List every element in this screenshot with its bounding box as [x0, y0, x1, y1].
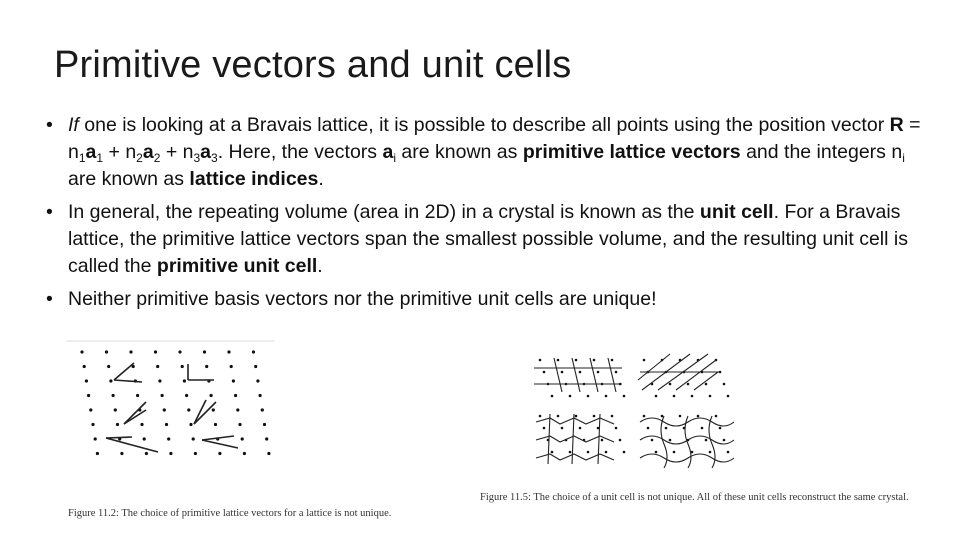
lattice-point [569, 395, 572, 398]
subscript: i [902, 151, 905, 165]
lattice-point [214, 423, 217, 426]
lattice-point [709, 451, 712, 454]
lattice-point [116, 423, 119, 426]
lattice-point [665, 427, 668, 430]
lattice-point [691, 395, 694, 398]
bullet-marker: • [46, 114, 53, 136]
cell-line [554, 358, 562, 392]
lattice-point [679, 415, 682, 418]
bold-text: R [889, 114, 904, 136]
lattice-point [140, 423, 143, 426]
lattice-point [723, 439, 726, 442]
lattice-point [655, 395, 658, 398]
text-run: are known as [395, 141, 523, 163]
lattice-point [163, 408, 166, 411]
lattice-point [623, 395, 626, 398]
cell-line [590, 358, 598, 392]
lattice-point [189, 423, 192, 426]
lattice-point [243, 452, 246, 455]
lattice-point [727, 395, 730, 398]
lattice-point [156, 365, 159, 368]
lattice-point [539, 415, 542, 418]
bullet-marker: • [46, 288, 53, 310]
lattice-point [727, 451, 730, 454]
lattice-point [709, 395, 712, 398]
lattice-point [673, 395, 676, 398]
lattice-point [259, 394, 262, 397]
lattice-point [265, 437, 268, 440]
bullet-text [68, 112, 926, 193]
lattice-point [651, 439, 654, 442]
lattice-point [187, 408, 190, 411]
lattice-point [701, 427, 704, 430]
lattice-point [165, 423, 168, 426]
lattice-point [192, 437, 195, 440]
lattice-point [601, 439, 604, 442]
lattice-point [109, 379, 112, 382]
lattice-point [112, 394, 115, 397]
lattice-point [145, 452, 148, 455]
lattice-point [267, 452, 270, 455]
lattice-point [719, 427, 722, 430]
lattice-point [203, 350, 206, 353]
lattice-point [261, 408, 264, 411]
text-run: . Here, the vectors [217, 141, 383, 163]
lattice-point [575, 359, 578, 362]
unit-cell-figure-right [530, 340, 745, 475]
lattice-point [543, 427, 546, 430]
bullet-item [46, 286, 926, 313]
vector-line [114, 380, 142, 382]
lattice-point [551, 395, 554, 398]
cell-line [676, 360, 716, 390]
figure-caption-right: Figure 11.5: The choice of a unit cell is not unique. All of these unit cells reconstruct the same crystal. [480, 492, 909, 503]
lattice-point [593, 359, 596, 362]
lattice-point [643, 415, 646, 418]
lattice-point [611, 359, 614, 362]
lattice-point [238, 423, 241, 426]
lattice-point [615, 371, 618, 374]
lattice-point [83, 365, 86, 368]
text-run: + n [103, 141, 137, 163]
lattice-point [114, 408, 117, 411]
lattice-point [669, 439, 672, 442]
text-run: and the integers n [740, 141, 903, 163]
vector-line [202, 440, 238, 448]
vector-line [194, 400, 206, 424]
lattice-point [715, 415, 718, 418]
lattice-point [252, 350, 255, 353]
cell-line [536, 418, 614, 424]
lattice-point [587, 395, 590, 398]
text-run: + n [160, 141, 194, 163]
lattice-point [96, 452, 99, 455]
bullet-text: Neither primitive basis vectors nor the primitive unit cells are unique! [68, 288, 657, 310]
lattice-point [569, 451, 572, 454]
lattice-point [605, 451, 608, 454]
subscript: 2 [136, 151, 143, 165]
subscript: 1 [96, 151, 104, 165]
lattice-point [234, 394, 237, 397]
bullet-text [68, 199, 926, 280]
lattice-point [169, 452, 172, 455]
lattice-point [227, 350, 230, 353]
cell-line [572, 358, 580, 392]
lattice-point [212, 408, 215, 411]
subscript: i [393, 151, 396, 165]
subscript: 1 [78, 151, 86, 165]
lattice-point [551, 451, 554, 454]
vector-line [114, 363, 134, 380]
lattice-point [673, 451, 676, 454]
lattice-point [669, 383, 672, 386]
lattice-point [557, 359, 560, 362]
unit-cell-lines [534, 354, 734, 468]
lattice-point [254, 365, 257, 368]
cell-line [608, 358, 616, 392]
lattice-point [232, 379, 235, 382]
lattice-point [181, 365, 184, 368]
lattice-point [105, 350, 108, 353]
lattice-point [647, 427, 650, 430]
text-run: In general, the repeating volume (area in 2D) in a crystal is known as the [68, 201, 700, 223]
bold-text: a [382, 141, 394, 163]
lattice-point [579, 427, 582, 430]
lattice-point [256, 379, 259, 382]
bullet-item [46, 112, 926, 193]
lattice-point [655, 451, 658, 454]
bold-text: primitive unit cell [156, 255, 318, 277]
lattice-point [183, 379, 186, 382]
lattice-point [205, 365, 208, 368]
lattice-point [561, 427, 564, 430]
lattice-point [575, 415, 578, 418]
lattice-point [593, 415, 596, 418]
lattice-point [241, 437, 244, 440]
cell-line [694, 372, 718, 390]
lattice-point [94, 437, 97, 440]
lattice-point [91, 423, 94, 426]
lattice-point [167, 437, 170, 440]
text-run: one is looking at a Bravais lattice, it is possible to describe all points using the position vector [78, 114, 890, 136]
text-run: . For a Bravais lattice, the primitive lattice vectors span the smallest possible volume, and the resulting unit cell is called the [68, 201, 908, 277]
lattice-point [154, 350, 157, 353]
lattice-point [597, 371, 600, 374]
lattice-point [539, 359, 542, 362]
italic-text: If [68, 114, 79, 136]
bold-text: unit cell [699, 201, 774, 223]
lattice-point [185, 394, 188, 397]
lattice-figure-left [66, 340, 276, 465]
cell-line [640, 454, 734, 462]
lattice-point [705, 383, 708, 386]
lattice-point [210, 394, 213, 397]
lattice-point [543, 371, 546, 374]
text-run: . [318, 168, 324, 190]
lattice-point [87, 394, 90, 397]
bullet-list [46, 112, 926, 319]
text-run: . [317, 255, 323, 277]
subscript: 2 [153, 151, 161, 165]
lattice-point [615, 427, 618, 430]
lattice-point [161, 394, 164, 397]
lattice-point [230, 365, 233, 368]
figure-caption-left: Figure 11.2: The choice of primitive lattice vectors for a lattice is not unique. [68, 508, 392, 519]
lattice-point [107, 365, 110, 368]
lattice-point [85, 379, 88, 382]
slide-title: Primitive vectors and unit cells [54, 44, 572, 86]
lattice-point [587, 451, 590, 454]
lattice-point [80, 350, 83, 353]
bullet-item [46, 199, 926, 280]
cell-line [638, 354, 670, 380]
vector-line [194, 402, 216, 424]
lattice-point [218, 452, 221, 455]
cell-line [685, 416, 691, 468]
lattice-point [143, 437, 146, 440]
lattice-point [158, 379, 161, 382]
subscript: 3 [211, 151, 218, 165]
lattice-point [136, 394, 139, 397]
lattice-point [89, 408, 92, 411]
subscript: 3 [193, 151, 201, 165]
lattice-point [178, 350, 181, 353]
lattice-point [561, 371, 564, 374]
lattice-point [236, 408, 239, 411]
bold-text: lattice indices [189, 168, 319, 190]
lattice-point [263, 423, 266, 426]
lattice-point [661, 415, 664, 418]
lattice-point [129, 350, 132, 353]
bold-text: a [142, 141, 154, 163]
lattice-point [619, 439, 622, 442]
lattice-point [579, 371, 582, 374]
vector-line [106, 438, 158, 452]
vector-line [106, 437, 132, 438]
lattice-point [611, 415, 614, 418]
text-run: are known as [68, 168, 190, 190]
bold-text: a [200, 141, 212, 163]
primitive-vectors [106, 363, 238, 452]
lattice-point [557, 415, 560, 418]
lattice-point [723, 383, 726, 386]
bold-text: primitive lattice vectors [522, 141, 741, 163]
lattice-point [643, 359, 646, 362]
lattice-point [623, 451, 626, 454]
lattice-point [194, 452, 197, 455]
bold-text: a [85, 141, 97, 163]
lattice-point [687, 383, 690, 386]
lattice-point [697, 415, 700, 418]
text-run: = n [68, 114, 921, 163]
lattice-point [605, 395, 608, 398]
lattice-point [120, 452, 123, 455]
lattice-point [705, 439, 708, 442]
bullet-marker: • [46, 201, 53, 223]
